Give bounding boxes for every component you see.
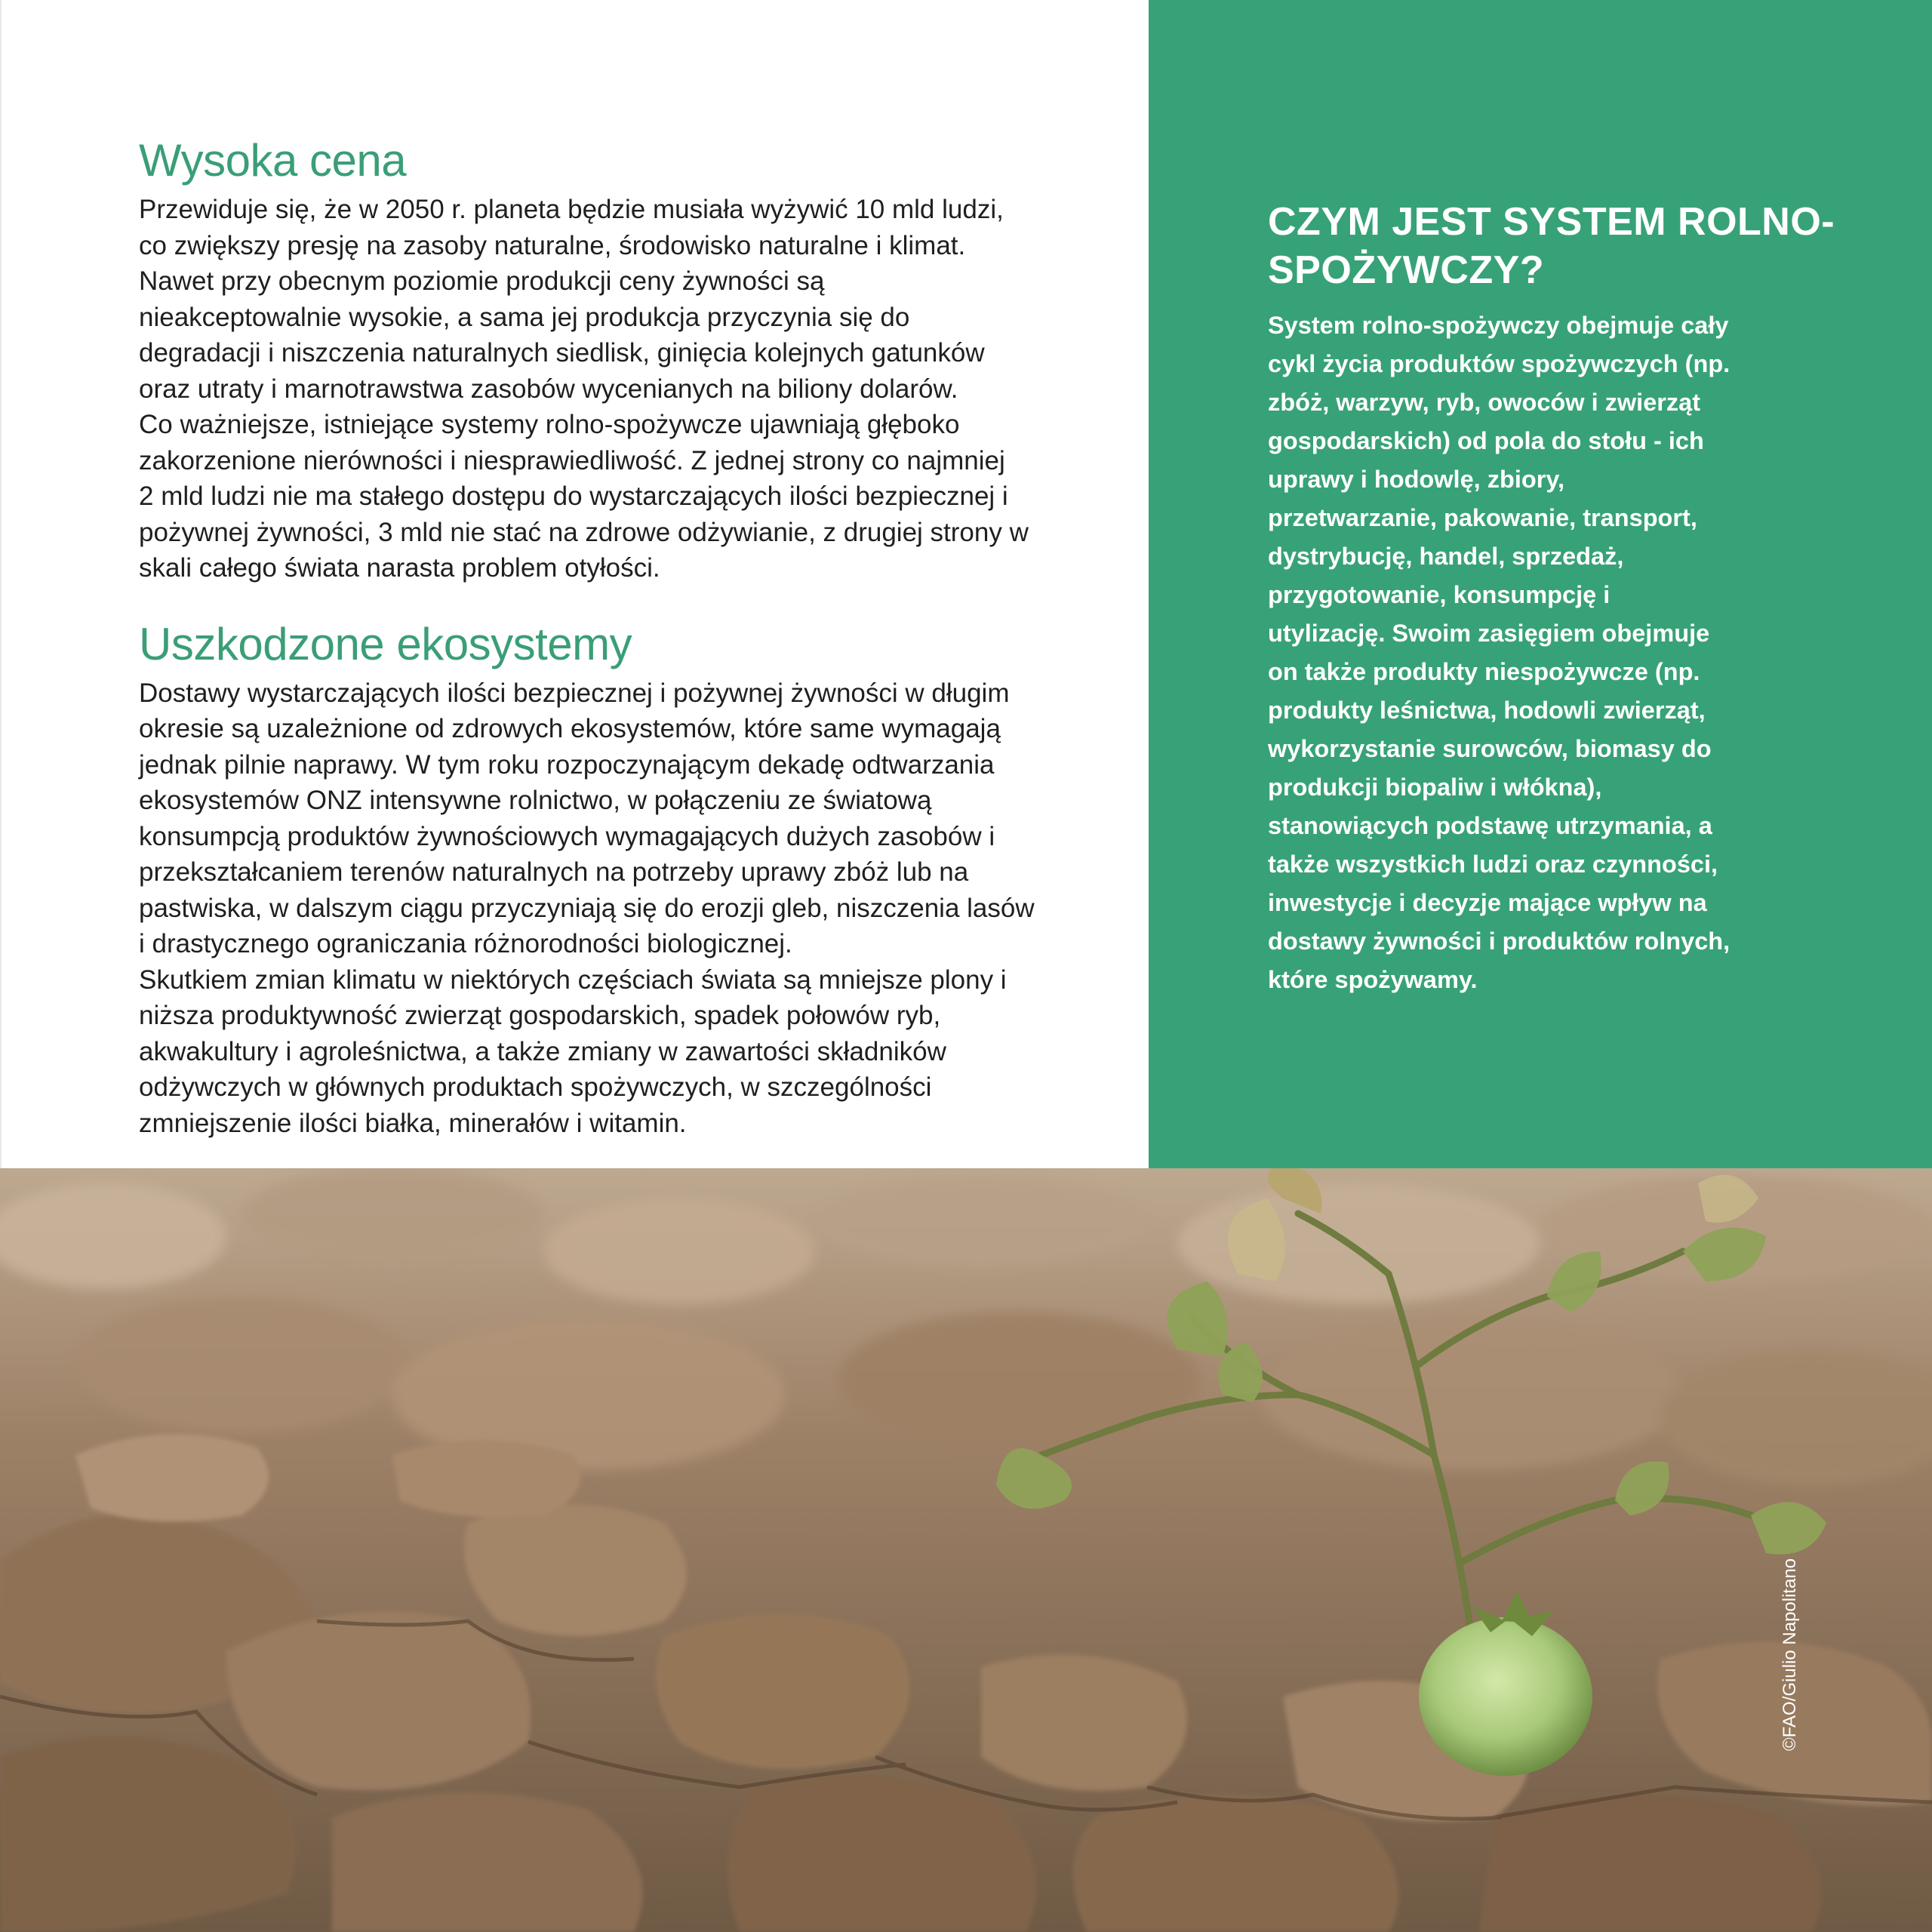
panel-body: System rolno-spożywczy obejmuje cały cykl życia produktów spożywczych (np. zbóż, warzyw, ryb, owoców i zwierząt gospodarskich) od pola do stołu - ich uprawy i hodowlę, zbiory, przetwarzanie, pakowanie, transport, dystrybucję, handel, sprzedaż, przygotowanie, konsumpcję i utylizację. Swoim zasięgiem obejmuje on także produkty niespożywcze (np. produkty leśnictwa, hodowli zwierząt, wykorzystanie surowców, biomasy do produkcji biopaliw i włókna), stanowiących podstawę utrzymania, a także wszystkich ludzi oraz czynności, inwestycje i decyzje mające wpływ na dostawy żywności i produktów rolnych, które spożywamy. — [1268, 312, 1730, 993]
photo-illustration — [0, 1168, 1932, 1932]
tomato-soil-photo — [0, 1168, 1932, 1932]
section-body-damaged-ecosystems: Dostawy wystarczających ilości bezpiecznej i pożywnej żywności w długim okresie są uzależnione od zdrowych ekosystemów, które same wymagają jednak pilnie naprawy. W tym roku rozpoczynającym dekadę odtwarzania ekosystemów ONZ intensywne rolnictwo, w połączeniu ze światową konsumpcją produktów żywnościowych wymagających dużych zasobów i przekształcaniem terenów naturalnych na potrzeby uprawy zbóż lub na pastwiska, w dalszym ciągu przyczyniają się do erozji gleb, niszczenia lasów i drastycznego ograniczania różnorodności biologicznej. Skutkiem zmian klimatu w niektórych częściach świata są mniejsze plony i niższa produktywność zwierząt gospodarskich, spadek połowów ryb, akwakultury i agroleśnictwa, a także zmiany w zawartości składników odżywczych w głównych produktach spożywczych, w szczególności zmniejszenie ilości białka, minerałów i witamin. — [139, 678, 1035, 1138]
panel-title: CZYM JEST SYSTEM ROLNO- SPOŻYWCZY? — [1268, 200, 1835, 292]
section-body-high-cost: Przewiduje się, że w 2050 r. planeta będzie musiała wyżywić 10 mld ludzi, co zwiększy presję na zasoby naturalne, środowisko naturalne i klimat. Nawet przy obecnym poziomie produkcji ceny żywności są nieakceptowalnie wysokie, a sama jej produkcja przyczynia się do degradacji i niszczenia naturalnych siedlisk, ginięcia kolejnych gatunków oraz utraty i marnotrawstwa zasobów wycenianych na biliony dolarów. Co ważniejsze, istniejące systemy rolno-spożywcze ujawniają głęboko zakorzenione nierówności i niesprawiedliwość. Z jednej strony co najmniej 2 mld ludzi nie ma stałego dostępu do wystarczających ilości bezpiecznej i pożywnej żywności, 3 mld nie stać na zdrowe odżywianie, z drugiej strony w skali całego świata narasta problem otyłości. — [139, 195, 1029, 583]
section-title-high-cost: Wysoka cena — [139, 135, 407, 186]
left-text-column — [139, 136, 1052, 1141]
page-edge-line — [0, 0, 2, 1168]
info-panel — [1149, 0, 1932, 1168]
section-title-damaged-ecosystems: Uszkodzone ekosystemy — [139, 618, 632, 669]
green-tomato — [1419, 1617, 1592, 1776]
photo-credit: ©FAO/Giulio Napolitano — [1780, 1558, 1800, 1751]
